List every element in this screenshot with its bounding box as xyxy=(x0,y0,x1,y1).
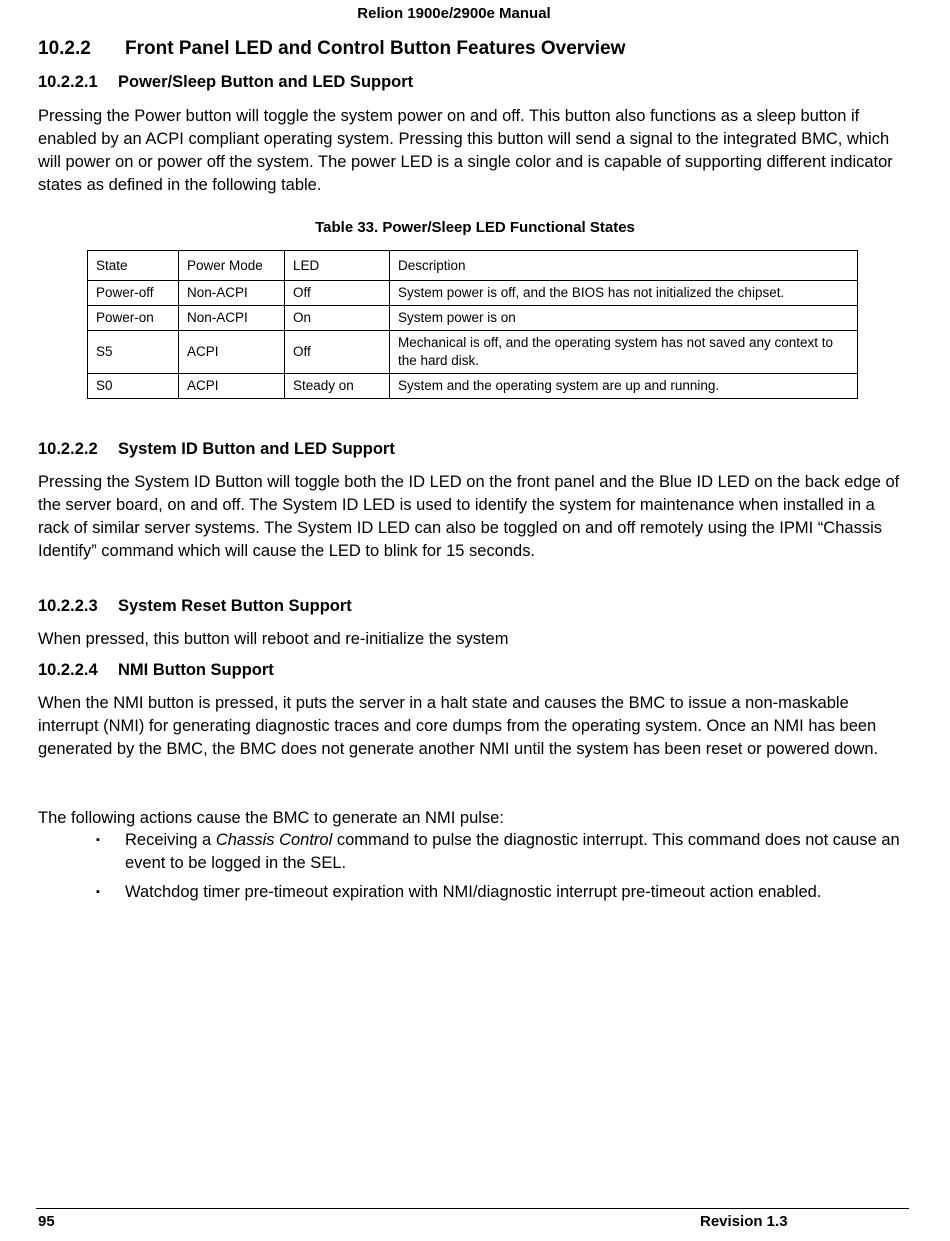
system-id-title: System ID Button and LED Support xyxy=(118,440,395,458)
square-bullet-icon: ▪ xyxy=(96,886,100,898)
system-id-body: Pressing the System ID Button will toggle both the ID LED on the front panel and the Blue ID LED on the back edge of the server board, on and off. The System ID LED is used to identify the system for maintenance when installed in a rack of similar server systems. The System ID LED can also be toggled on and off remotely using the IPMI “Chassis Identify” command which will cause the LED to blink for 15 seconds. xyxy=(38,473,900,560)
table-cell: Off xyxy=(285,281,390,306)
bullet-text: Receiving a xyxy=(125,831,216,849)
nmi-list-intro: The following actions cause the BMC to generate an NMI pulse: xyxy=(38,809,504,827)
table-cell: Power-off xyxy=(88,281,179,306)
power-sleep-title: Power/Sleep Button and LED Support xyxy=(118,73,414,91)
table-cell: System power is on xyxy=(390,306,858,331)
section-heading xyxy=(38,38,625,60)
reset-heading xyxy=(38,597,352,616)
reset-body: When pressed, this button will reboot and re-initialize the system xyxy=(38,630,509,648)
table-row xyxy=(88,374,858,399)
system-id-number: 10.2.2.2 xyxy=(38,440,98,458)
nmi-title: NMI Button Support xyxy=(118,661,274,679)
table-cell: Steady on xyxy=(285,374,390,399)
power-sleep-heading xyxy=(38,73,413,92)
column-header: State xyxy=(88,251,179,281)
table-row xyxy=(88,306,858,331)
table-cell: System power is off, and the BIOS has not initialized the chipset. xyxy=(390,281,858,306)
nmi-action-list xyxy=(96,829,916,910)
table-cell: Power-on xyxy=(88,306,179,331)
table-cell: Mechanical is off, and the operating system has not saved any context to the hard disk. xyxy=(390,331,858,374)
table-header-row xyxy=(88,251,858,281)
table-cell: S0 xyxy=(88,374,179,399)
system-id-heading xyxy=(38,440,395,459)
square-bullet-icon: ▪ xyxy=(96,834,100,846)
power-sleep-body: Pressing the Power button will toggle the system power on and off. This button also functions as a sleep button if enabled by an ACPI compliant operating system. Pressing this button will send a signal to the integrated BMC, which will power on or power off the system. The power LED is a single color and is capable of supporting different indicator states as defined in the following table. xyxy=(38,107,893,194)
table-cell: System and the operating system are up and running. xyxy=(390,374,858,399)
table-row xyxy=(88,281,858,306)
chassis-control-term: Chassis Control xyxy=(215,831,333,849)
table-cell: Off xyxy=(285,331,390,374)
section-title: Front Panel LED and Control Button Features Overview xyxy=(125,38,626,59)
section-number: 10.2.2 xyxy=(38,38,91,59)
column-header: LED xyxy=(285,251,390,281)
nmi-body: When the NMI button is pressed, it puts the server in a halt state and causes the BMC to issue a non-maskable interrupt (NMI) for generating diagnostic traces and core dumps from the operating system. Once an NMI has been generated by the BMC, the BMC does not generate another NMI until the system has been reset or powered down. xyxy=(38,694,879,758)
led-states-table xyxy=(87,250,858,399)
table-cell: Non-ACPI xyxy=(179,306,285,331)
list-item xyxy=(96,829,916,875)
footer-divider xyxy=(36,1208,909,1209)
page-number: 95 xyxy=(38,1213,55,1230)
reset-title: System Reset Button Support xyxy=(118,597,352,615)
column-header: Power Mode xyxy=(179,251,285,281)
table-cell: ACPI xyxy=(179,331,285,374)
reset-number: 10.2.2.3 xyxy=(38,597,98,615)
column-header: Description xyxy=(390,251,858,281)
table-caption: Table 33. Power/Sleep LED Functional States xyxy=(315,219,635,236)
revision-label: Revision 1.3 xyxy=(700,1213,788,1230)
nmi-number: 10.2.2.4 xyxy=(38,661,98,679)
table-cell: ACPI xyxy=(179,374,285,399)
power-sleep-number: 10.2.2.1 xyxy=(38,73,98,91)
table-cell: On xyxy=(285,306,390,331)
bullet-text: command to pulse the diagnostic interrupt. This command does not cause an event to be logged in the SEL. xyxy=(125,831,900,872)
nmi-heading xyxy=(38,661,274,680)
list-item xyxy=(96,881,916,904)
table-cell: Non-ACPI xyxy=(179,281,285,306)
bullet-text: Watchdog timer pre-timeout expiration with NMI/diagnostic interrupt pre-timeout action enabled. xyxy=(125,883,822,901)
table-row xyxy=(88,331,858,374)
running-header: Relion 1900e/2900e Manual xyxy=(357,5,551,22)
table-cell: S5 xyxy=(88,331,179,374)
